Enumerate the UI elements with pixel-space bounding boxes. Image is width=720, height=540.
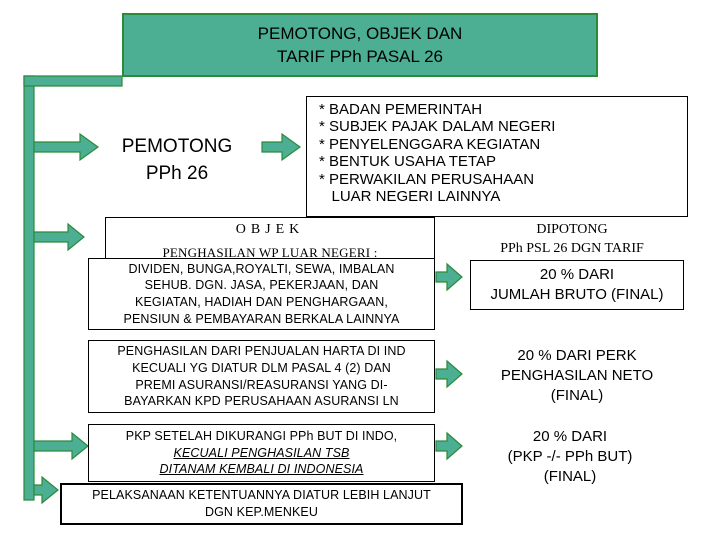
- row-2-text-line: PREMI ASURANSI/REASURANSI YANG DI-: [135, 377, 388, 392]
- subjek-item: * SUBJEK PAJAK DALAM NEGERI: [319, 118, 556, 136]
- subjek-box: [306, 96, 688, 217]
- title-line-2: TARIF PPh PASAL 26: [277, 47, 443, 66]
- arrow-rate1: [436, 264, 462, 290]
- footer-line-2: DGN KEP.MENKEU: [204, 505, 318, 519]
- tarif-3-line: (FINAL): [543, 468, 597, 485]
- arrow-rate3: [436, 433, 462, 459]
- footer-line-1: PELAKSANAAN KETENTUANNYA DIATUR LEBIH LANJUT: [92, 488, 431, 503]
- row-1-text-line: DIVIDEN, BUNGA,ROYALTI, SEWA, IMBALAN: [128, 261, 395, 276]
- arrow-row3: [34, 433, 88, 459]
- title-connector: [24, 76, 122, 86]
- pemotong-label: [110, 133, 244, 187]
- objek-header: [105, 217, 435, 259]
- objek-row-3: [88, 424, 435, 482]
- footer-box: [60, 483, 463, 525]
- objek-row-1: [88, 258, 435, 330]
- tarif-row-2: [470, 341, 684, 411]
- subjek-item: LUAR NEGERI LAINNYA: [319, 188, 501, 206]
- pemotong-line-2: PPh 26: [145, 163, 209, 184]
- objek-row-2: [88, 340, 435, 413]
- dipotong-line-1: DIPOTONG: [536, 222, 608, 237]
- row-1-text-line: KEGIATAN, HADIAH DAN PENGHARGAAN,: [135, 295, 388, 309]
- objek-subtitle: PENGHASILAN WP LUAR NEGERI :: [162, 245, 378, 260]
- title-line-1: PEMOTONG, OBJEK DAN: [257, 24, 463, 43]
- row-2-text-line: BAYARKAN KPD PERUSAHAAN ASURANSI LN: [124, 394, 399, 409]
- title-box: [122, 13, 598, 77]
- row-2-text-line: KECUALI YG DIATUR DLM PASAL 4 (2) DAN: [132, 360, 391, 375]
- arrow-footer: [34, 477, 58, 503]
- row-1-text-line: PENSIUN & PEMBAYARAN BERKALA LAINNYA: [123, 311, 400, 326]
- arrow-pemotong: [34, 134, 98, 160]
- tarif-2-line: (FINAL): [550, 387, 604, 404]
- row-3-text-line: DITANAM KEMBALI DI INDONESIA: [159, 462, 364, 477]
- subjek-item: * BENTUK USAHA TETAP: [319, 153, 496, 171]
- tarif-1-line: 20 % DARI: [539, 266, 615, 283]
- arrow-rate2: [436, 361, 462, 387]
- dipotong-header: [462, 220, 682, 258]
- row-1-text-line: SEHUB. DGN. JASA, PEKERJAAN, DAN: [144, 278, 379, 293]
- dipotong-line-2: PPh PSL 26 DGN TARIF: [500, 241, 644, 256]
- tarif-3-line: (PKP -/- PPh BUT): [507, 448, 633, 465]
- tarif-2-line: 20 % DARI PERK: [517, 347, 637, 364]
- row-3-text-line: KECUALI PENGHASILAN TSB: [173, 445, 350, 460]
- arrow-subjek: [262, 134, 300, 160]
- subjek-item: * PENYELENGGARA KEGIATAN: [319, 135, 541, 153]
- spine-connector: [24, 76, 34, 500]
- objek-title: OBJEK: [235, 222, 305, 237]
- tarif-row-3: [470, 425, 670, 489]
- subjek-item: * PERWAKILAN PERUSAHAAN: [319, 170, 535, 188]
- arrow-row1: [34, 224, 84, 250]
- tarif-3-line: 20 % DARI: [532, 428, 608, 445]
- pemotong-line-1: PEMOTONG: [121, 136, 233, 157]
- row-3-text-line: PKP SETELAH DIKURANGI PPh BUT DI INDO,: [125, 429, 398, 444]
- tarif-1-line: JUMLAH BRUTO (FINAL): [490, 286, 664, 303]
- subjek-item: * BADAN PEMERINTAH: [319, 101, 483, 118]
- tarif-2-line: PENGHASILAN NETO: [500, 367, 654, 384]
- tarif-row-1: [470, 260, 684, 310]
- row-2-text-line: PENGHASILAN DARI PENJUALAN HARTA DI IND: [117, 344, 406, 359]
